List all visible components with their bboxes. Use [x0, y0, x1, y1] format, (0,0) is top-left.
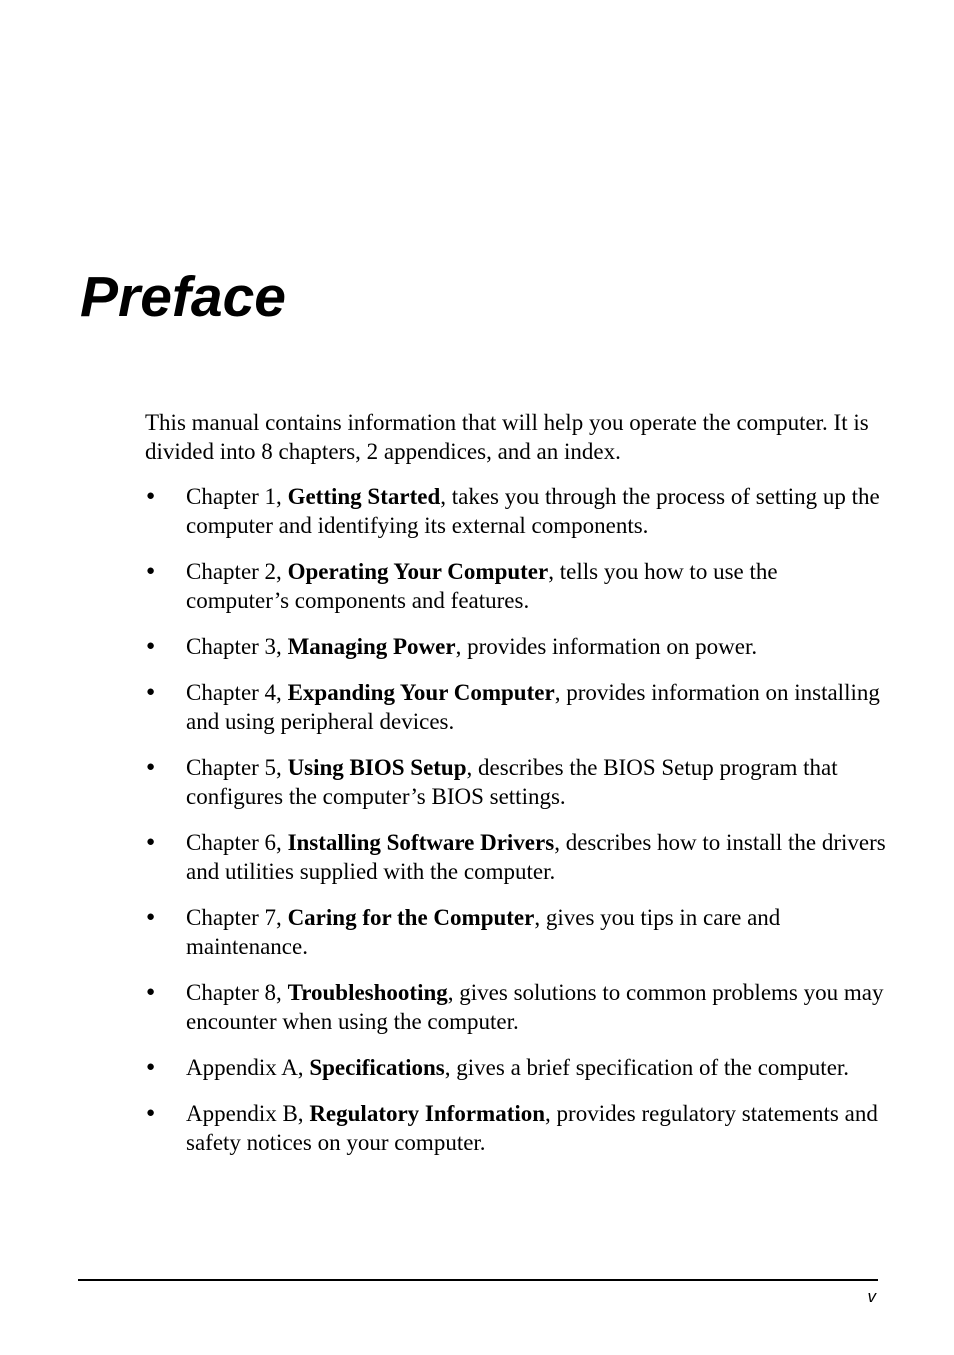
list-item [0, 482, 886, 540]
item-prefix: Chapter 4, [186, 680, 288, 705]
item-title: Installing Software Drivers [287, 830, 555, 855]
item-description: , gives you tips in care and maintenance. [186, 905, 781, 959]
list-item [0, 632, 886, 661]
bullet-icon: ● [146, 488, 156, 504]
item-title: Operating Your Computer [287, 559, 549, 584]
item-description: , provides regulatory statements and safety notices on your computer. [186, 1101, 878, 1155]
list-item [0, 903, 886, 961]
list-item [0, 678, 886, 736]
item-title: Expanding Your Computer [287, 680, 555, 705]
list-item [0, 978, 886, 1036]
item-description: , provides information on installing and using peripheral devices. [186, 680, 880, 734]
item-title: Managing Power [287, 634, 456, 659]
item-description: , gives a brief specification of the computer. [444, 1055, 850, 1080]
item-title: Getting Started [287, 484, 441, 509]
item-description: , provides information on power. [455, 634, 758, 659]
item-title: Regulatory Information [309, 1101, 546, 1126]
item-description: , describes how to install the drivers and utilities supplied with the computer. [186, 830, 886, 884]
item-prefix: Chapter 6, [186, 830, 288, 855]
bullet-icon: ● [146, 684, 156, 700]
item-description: , takes you through the process of setting up the computer and identifying its external components. [186, 484, 880, 538]
bullet-icon: ● [146, 563, 156, 579]
footer-divider [78, 1279, 878, 1281]
bullet-icon: ● [146, 759, 156, 775]
list-item [0, 753, 886, 811]
item-prefix: Appendix B, [186, 1101, 310, 1126]
item-prefix: Chapter 5, [186, 755, 288, 780]
item-prefix: Chapter 1, [186, 484, 288, 509]
bullet-icon: ● [146, 1105, 156, 1121]
item-description: , gives solutions to common problems you may encounter when using the computer. [186, 980, 884, 1034]
item-prefix: Chapter 2, [186, 559, 288, 584]
item-description: , tells you how to use the computer’s components and features. [186, 559, 778, 613]
item-title: Using BIOS Setup [287, 755, 467, 780]
item-description: , describes the BIOS Setup program that configures the computer’s BIOS settings. [186, 755, 838, 809]
item-prefix: Chapter 7, [186, 905, 288, 930]
bullet-icon: ● [146, 834, 156, 850]
item-title: Caring for the Computer [287, 905, 535, 930]
list-item [0, 557, 886, 615]
page-title: Preface [80, 265, 286, 329]
bullet-icon: ● [146, 984, 156, 1000]
page-number: v [867, 1287, 876, 1306]
intro-paragraph: This manual contains information that will help you operate the computer. It is divided into 8 chapters, 2 appendices, and an index. [145, 410, 869, 464]
list-item [0, 1099, 886, 1157]
list-item [0, 1053, 886, 1082]
item-title: Specifications [309, 1055, 445, 1080]
bullet-icon: ● [146, 1059, 156, 1075]
chapter-list [0, 482, 886, 1174]
item-prefix: Appendix A, [186, 1055, 310, 1080]
item-prefix: Chapter 3, [186, 634, 288, 659]
list-item [0, 828, 886, 886]
item-prefix: Chapter 8, [186, 980, 288, 1005]
bullet-icon: ● [146, 909, 156, 925]
item-title: Troubleshooting [287, 980, 448, 1005]
bullet-icon: ● [146, 638, 156, 654]
